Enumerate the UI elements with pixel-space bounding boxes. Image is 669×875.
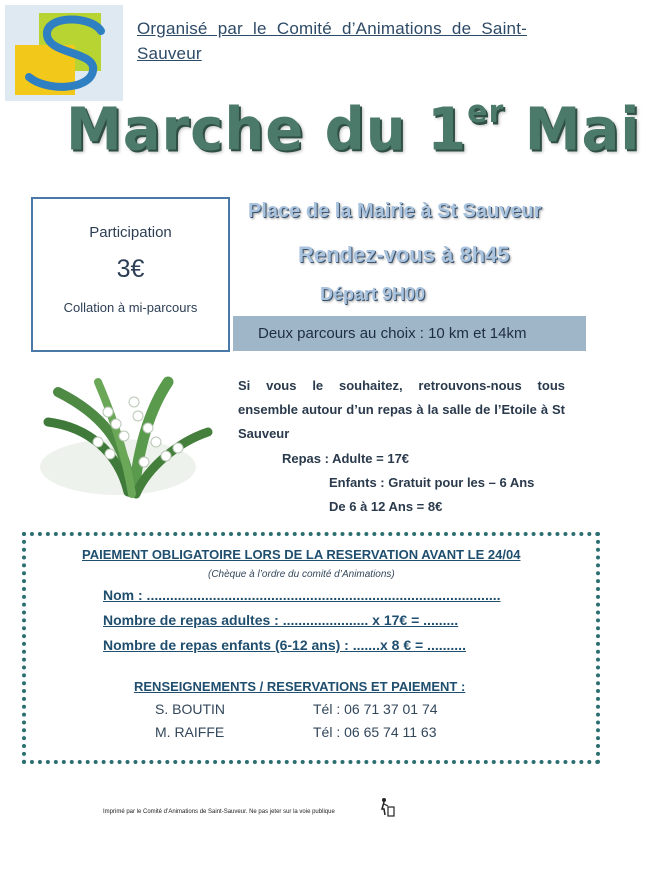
title-end: Mai [504, 96, 641, 165]
contact-name: M. RAIFFE [155, 724, 225, 740]
routes-band: Deux parcours au choix : 10 km et 14km [233, 316, 586, 351]
lily-of-the-valley-icon [38, 372, 228, 500]
contact-title: RENSEIGNEMENTS / RESERVATIONS ET PAIEMENT : [134, 679, 466, 694]
contact-phone: Tél : 06 71 37 01 74 [313, 701, 438, 717]
organizer-text: Organisé par le Comité d’Animations de Saint- Sauveur [137, 19, 527, 63]
s-logo-icon [5, 5, 123, 101]
meal-intro: Si vous le souhaitez, retrouvons-nous tous ensemble autour d’un repas à la salle de l’Etoile à St Sauveur [238, 378, 565, 441]
contact-name: S. BOUTIN [155, 701, 226, 717]
event-departure-time: Départ 9H00 [320, 284, 426, 304]
recycle-bin-icon [379, 797, 395, 817]
participation-note: Collation à mi-parcours [63, 300, 198, 315]
payment-title: PAIEMENT OBLIGATOIRE LORS DE LA RESERVATION AVANT LE 24/04 [82, 547, 521, 562]
event-place: Place de la Mairie à St Sauveur [248, 200, 542, 222]
title-ordinal: er [467, 93, 505, 131]
page-title [66, 93, 641, 165]
contact-phone: Tél : 06 65 74 11 63 [313, 724, 437, 740]
event-meeting-time: Rendez-vous à 8h45 [298, 242, 510, 267]
child-meals-line: Nombre de repas enfants (6-12 ans) : .......x 8 € = .......... [103, 637, 466, 653]
participation-label: Participation [89, 224, 172, 241]
name-field-line: Nom : ........................................................................................... [103, 587, 501, 603]
adult-meals-line: Nombre de repas adultes : ...................... x 17€ = ......... [103, 612, 459, 628]
footer-note: Imprimé par le Comité d’Animations de Saint-Sauveur. Ne pas jeter sur la voie publique [103, 809, 335, 815]
participation-price: 3€ [116, 255, 145, 283]
meal-adult-price: Repas : Adulte = 17€ [282, 451, 410, 466]
payment-subtitle: (Chèque à l’ordre du comité d’Animations) [208, 569, 395, 580]
meal-children-free: Enfants : Gratuit pour les – 6 Ans [329, 475, 535, 490]
meal-children-price: De 6 à 12 Ans = 8€ [329, 499, 443, 514]
title-main: Marche du 1 [66, 96, 468, 165]
participation-box [31, 197, 230, 352]
